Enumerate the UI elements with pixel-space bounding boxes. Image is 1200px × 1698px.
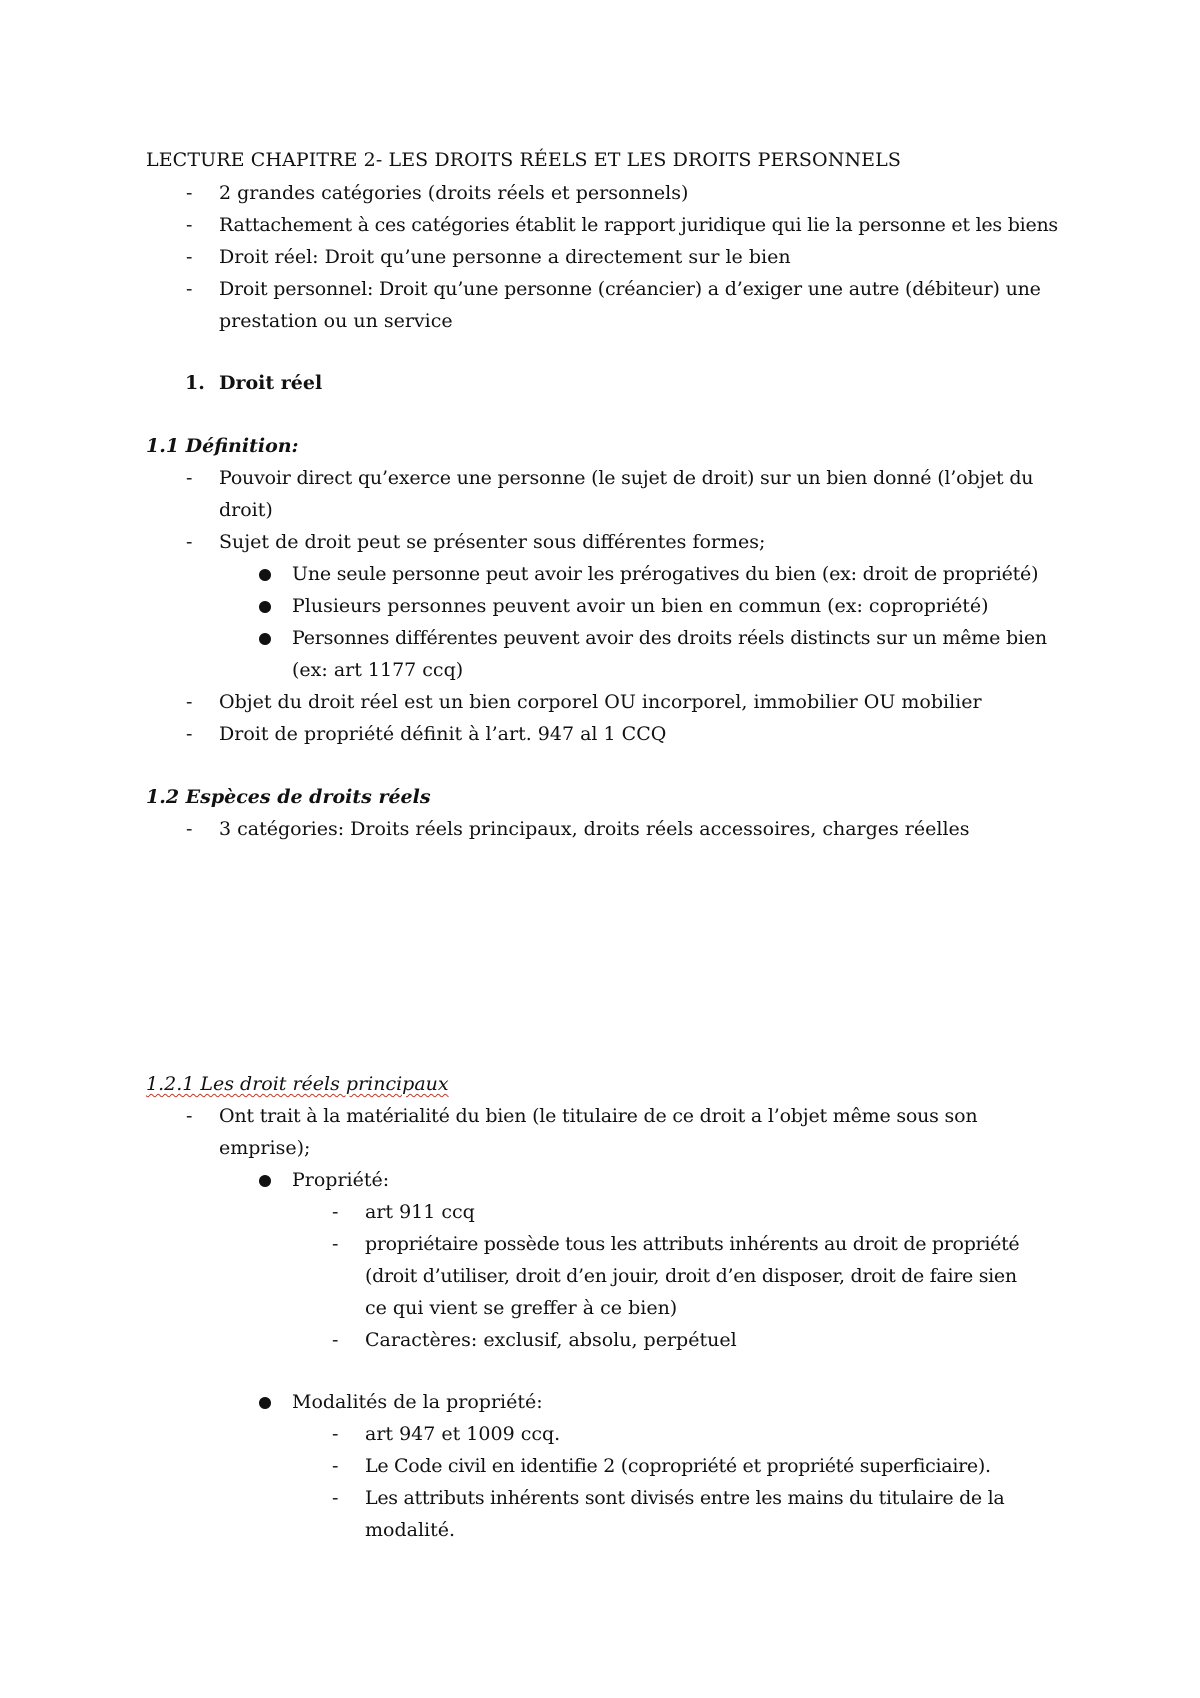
subsection-heading-especes: 1.2 Espèces de droits réels bbox=[146, 786, 431, 808]
page-title: LECTURE CHAPITRE 2- LES DROITS RÉELS ET LES DROITS PERSONNELS bbox=[146, 149, 901, 171]
bullet-icon bbox=[259, 1397, 271, 1409]
nested-list-item: Les attributs inhérents sont divisés entre les mains du titulaire de la bbox=[365, 1487, 1005, 1509]
list-item: 2 grandes catégories (droits réels et personnels) bbox=[219, 182, 689, 204]
nested-list-item: propriétaire possède tous les attributs inhérents au droit de propriété bbox=[365, 1233, 1020, 1255]
dash-marker: - bbox=[186, 691, 193, 713]
bullet-icon bbox=[259, 569, 271, 581]
dash-marker: - bbox=[186, 818, 193, 840]
dash-marker: - bbox=[186, 278, 193, 300]
sub-list-item: Une seule personne peut avoir les prérogatives du bien (ex: droit de propriété) bbox=[292, 563, 1039, 585]
sub-list-item: Modalités de la propriété: bbox=[292, 1391, 543, 1413]
list-item: Rattachement à ces catégories établit le rapport juridique qui lie la personne et les biens bbox=[219, 214, 1058, 236]
nested-list-item-continuation: modalité. bbox=[365, 1519, 456, 1541]
subsection-heading-principaux: 1.2.1 Les droit réels principaux bbox=[146, 1073, 449, 1095]
dash-marker: - bbox=[186, 723, 193, 745]
dash-marker: - bbox=[332, 1487, 339, 1509]
list-item-continuation: emprise); bbox=[219, 1137, 311, 1159]
nested-list-item: art 947 et 1009 ccq. bbox=[365, 1423, 561, 1445]
dash-marker: - bbox=[332, 1423, 339, 1445]
list-item: Droit personnel: Droit qu’une personne (créancier) a d’exiger une autre (débiteur) une bbox=[219, 278, 1041, 300]
nested-list-item: art 911 ccq bbox=[365, 1201, 475, 1223]
bullet-icon bbox=[259, 633, 271, 645]
bullet-icon bbox=[259, 1175, 271, 1187]
nested-list-item: Le Code civil en identifie 2 (copropriété et propriété superficiaire). bbox=[365, 1455, 991, 1477]
nested-list-item-continuation: ce qui vient se greffer à ce bien) bbox=[365, 1297, 678, 1319]
dash-marker: - bbox=[186, 246, 193, 268]
dash-marker: - bbox=[186, 531, 193, 553]
dash-marker: - bbox=[186, 182, 193, 204]
list-item: 3 catégories: Droits réels principaux, droits réels accessoires, charges réelles bbox=[219, 818, 970, 840]
section-number: 1. bbox=[185, 372, 205, 394]
list-item: Objet du droit réel est un bien corporel OU incorporel, immobilier OU mobilier bbox=[219, 691, 982, 713]
dash-marker: - bbox=[332, 1329, 339, 1351]
list-item: Ont trait à la matérialité du bien (le titulaire de ce droit a l’objet même sous son bbox=[219, 1105, 978, 1127]
dash-marker: - bbox=[332, 1455, 339, 1477]
dash-marker: - bbox=[332, 1201, 339, 1223]
nested-list-item: Caractères: exclusif, absolu, perpétuel bbox=[365, 1329, 737, 1351]
sub-list-item-continuation: (ex: art 1177 ccq) bbox=[292, 659, 464, 681]
list-item: Sujet de droit peut se présenter sous différentes formes; bbox=[219, 531, 766, 553]
section-title: Droit réel bbox=[219, 372, 323, 394]
list-item: Droit réel: Droit qu’une personne a directement sur le bien bbox=[219, 246, 791, 268]
list-item-continuation: prestation ou un service bbox=[219, 310, 453, 332]
dash-marker: - bbox=[332, 1233, 339, 1255]
nested-list-item-continuation: (droit d’utiliser, droit d’en jouir, droit d’en disposer, droit de faire sien bbox=[365, 1265, 1017, 1287]
sub-list-item: Personnes différentes peuvent avoir des droits réels distincts sur un même bien bbox=[292, 627, 1047, 649]
list-item: Droit de propriété définit à l’art. 947 al 1 CCQ bbox=[219, 723, 667, 745]
dash-marker: - bbox=[186, 1105, 193, 1127]
list-item: Pouvoir direct qu’exerce une personne (le sujet de droit) sur un bien donné (l’objet du bbox=[219, 467, 1034, 489]
sub-list-item: Propriété: bbox=[292, 1169, 390, 1191]
list-item-continuation: droit) bbox=[219, 499, 273, 521]
subsection-heading-definition: 1.1 Définition: bbox=[146, 435, 299, 457]
sub-list-item: Plusieurs personnes peuvent avoir un bien en commun (ex: copropriété) bbox=[292, 595, 989, 617]
bullet-icon bbox=[259, 601, 271, 613]
dash-marker: - bbox=[186, 214, 193, 236]
dash-marker: - bbox=[186, 467, 193, 489]
